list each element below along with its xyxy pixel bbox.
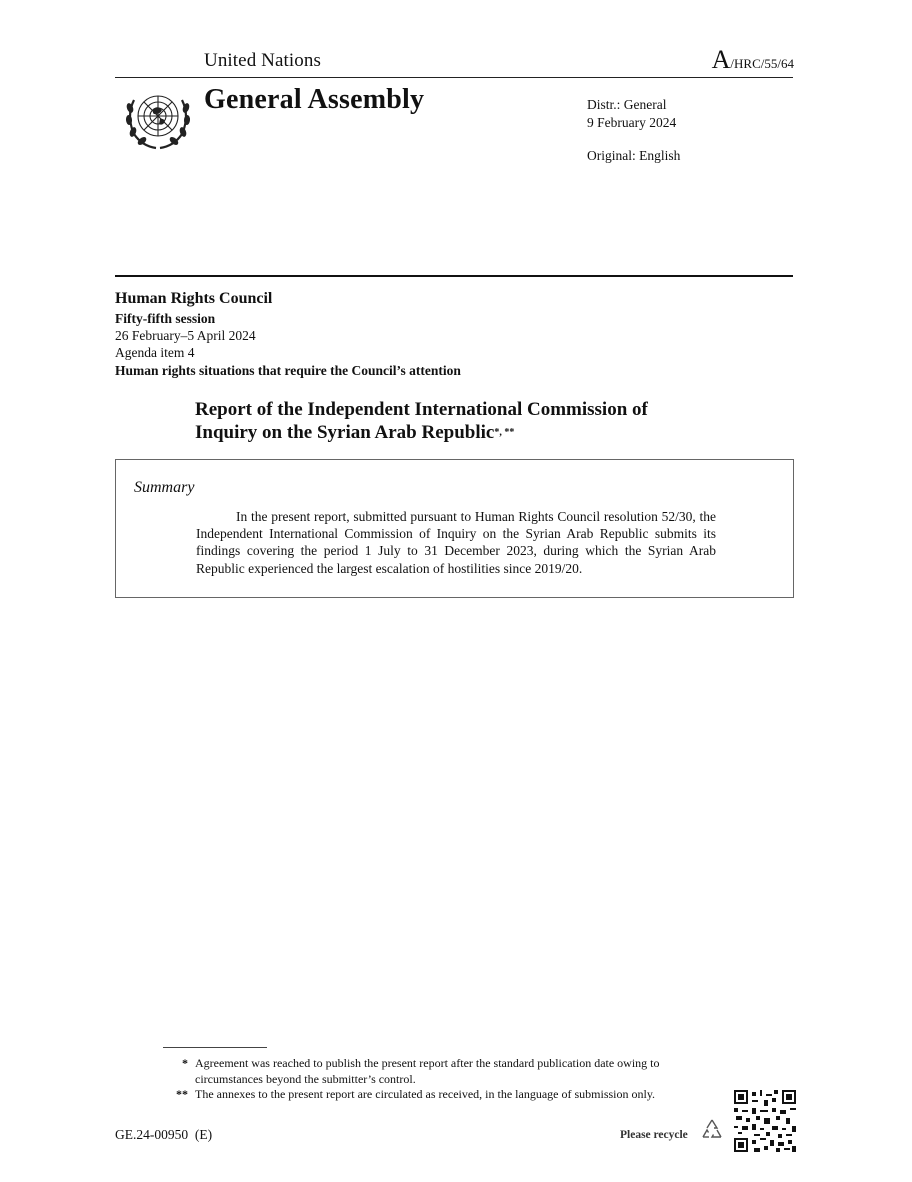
summary-text: In the present report, submitted pursuant to Human Rights Council resolution 52/30, the Independent International Commission of Inquiry on the Syrian Arab Republic submits its findings covering the period 1 July to 31 December 2023, during which the Syrian Arab Republic experienced the largest escalation of hostilities since 2019/20.: [196, 509, 716, 576]
footnote: [163, 1087, 703, 1103]
organization-name: United Nations: [204, 50, 321, 71]
document-number: GE.24-00950 (E): [115, 1127, 213, 1142]
symbol-suffix: /HRC/55/64: [730, 56, 794, 71]
un-emblem-icon: [120, 86, 196, 152]
report-title-line1: Report of the Independent International Commission of: [195, 399, 648, 420]
report-title: [195, 398, 755, 444]
session-dates: 26 February–5 April 2024: [115, 328, 256, 344]
issue-date: 9 February 2024: [587, 115, 677, 130]
summary-box: [115, 459, 794, 598]
distribution-block: [587, 96, 680, 165]
distribution-status: Distr.: General: [587, 97, 667, 112]
session-name: Fifty-fifth session: [115, 311, 216, 326]
original-language: Original: English: [587, 148, 681, 163]
footnote-text: Agreement was reached to publish the present report after the standard publication date owing to circumstances beyond the submitter’s control.: [195, 1056, 660, 1086]
footnote-text: The annexes to the present report are circulated as received, in the language of submission only.: [195, 1087, 656, 1101]
recycle-icon: [699, 1117, 725, 1143]
document-symbol: [712, 45, 794, 75]
section-rule: [115, 275, 793, 277]
symbol-prefix: A: [711, 45, 731, 74]
footnote: [163, 1056, 703, 1087]
footnote-reference: *, **: [494, 427, 515, 438]
footnotes: [163, 1056, 703, 1103]
general-assembly-title: General Assembly: [204, 84, 425, 115]
summary-heading: Summary: [134, 479, 195, 496]
footnote-mark: *: [182, 1056, 188, 1070]
council-name: Human Rights Council: [115, 290, 273, 307]
agenda-title: Human rights situations that require the Council’s attention: [115, 362, 461, 378]
recycle-label: Please recycle: [620, 1129, 688, 1141]
council-block: [115, 288, 461, 379]
report-title-line2: Inquiry on the Syrian Arab Republic: [195, 422, 495, 443]
report-title-line2-wrap: [195, 421, 755, 444]
footnote-rule: [163, 1047, 267, 1048]
agenda-item: Agenda item 4: [115, 345, 195, 361]
qr-code-icon: [734, 1090, 796, 1152]
header-rule: [115, 77, 793, 78]
footnote-mark: **: [176, 1087, 188, 1101]
